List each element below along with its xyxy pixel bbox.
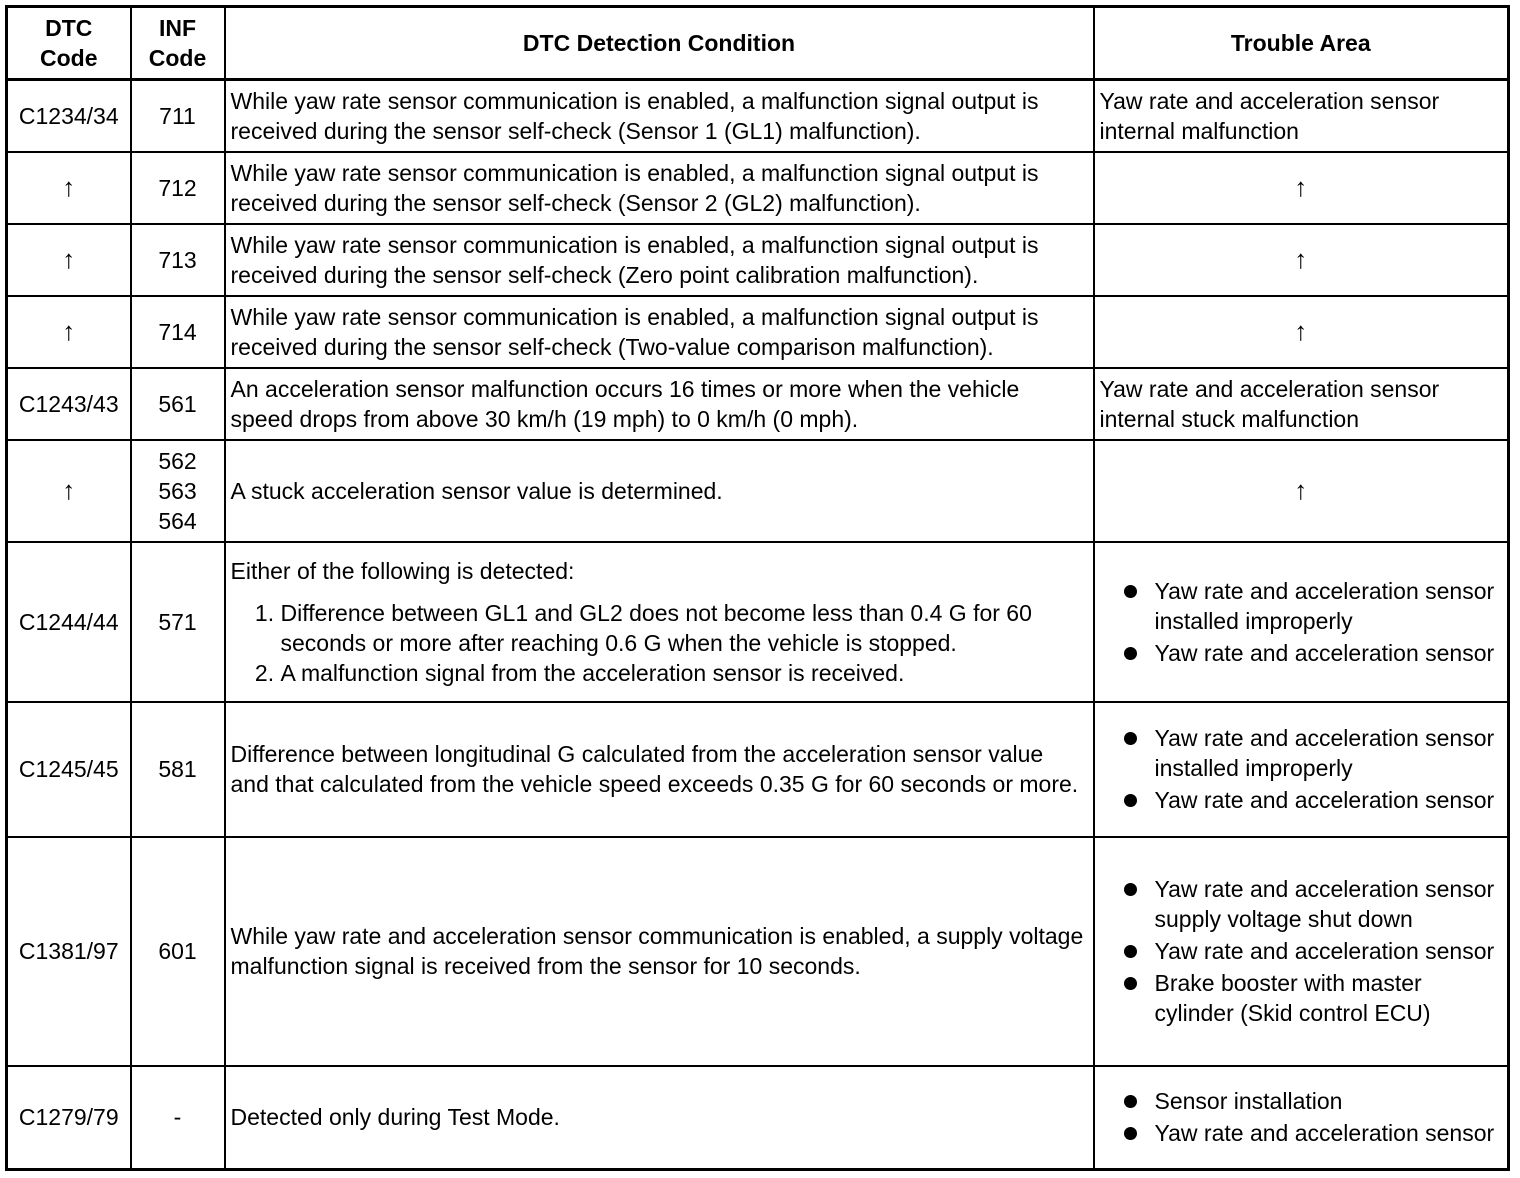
inf-code-cell: [131, 80, 225, 152]
table-row: [7, 542, 1509, 702]
inf-code-cell: [131, 542, 225, 702]
inf-code: 714: [158, 318, 197, 345]
header-inf-code: [131, 7, 225, 80]
condition-cell: Detected only during Test Mode.: [225, 1066, 1094, 1170]
same-as-above-arrow-icon: ↑: [62, 316, 76, 346]
dtc-code-cell: C1245/45: [7, 702, 131, 837]
inf-code-cell: [131, 440, 225, 542]
condition-intro: Either of the following is detected:: [230, 557, 575, 584]
table-row: [7, 837, 1509, 1066]
inf-code: 571: [158, 608, 197, 635]
condition-cell: [225, 542, 1094, 702]
inf-code: 561: [158, 390, 197, 417]
trouble-area-item: Yaw rate and acceleration sensor installed improperly: [1118, 576, 1503, 636]
trouble-area-item: Sensor installation: [1118, 1086, 1503, 1116]
same-as-above-arrow-icon: ↑: [1294, 244, 1308, 274]
table-row: [7, 702, 1509, 837]
header-inf-code-label: INF Code: [148, 15, 207, 71]
condition-list: [231, 598, 1088, 688]
condition-cell: A stuck acceleration sensor value is determined.: [225, 440, 1094, 542]
trouble-area-cell: [1094, 1066, 1509, 1170]
condition-cell: While yaw rate sensor communication is enabled, a malfunction signal output is received during the sensor self-check (Zero point calibration malfunction).: [225, 224, 1094, 296]
inf-code: 712: [158, 174, 197, 201]
trouble-area-item: Brake booster with master cylinder (Skid control ECU): [1118, 968, 1503, 1028]
table-row: [7, 152, 1509, 224]
dtc-code-cell: C1279/79: [7, 1066, 131, 1170]
inf-code-cell: [131, 296, 225, 368]
dtc-code-cell: [7, 224, 131, 296]
inf-code-cell: [131, 152, 225, 224]
inf-code: 601: [158, 938, 197, 964]
same-as-above-arrow-icon: ↑: [1294, 172, 1308, 202]
trouble-area-cell: [1094, 440, 1509, 542]
inf-code-cell: [131, 368, 225, 440]
header-condition: [225, 7, 1094, 80]
dtc-code-cell: C1243/43: [7, 368, 131, 440]
trouble-area-list: [1100, 874, 1503, 1028]
condition-cell: While yaw rate and acceleration sensor communication is enabled, a supply voltage malfunction signal is received from the sensor for 10 seconds.: [225, 837, 1094, 1066]
trouble-area-cell: Yaw rate and acceleration sensor internal malfunction: [1094, 80, 1509, 152]
dtc-code-cell: C1381/97: [7, 837, 131, 1066]
trouble-area-item: Yaw rate and acceleration sensor: [1118, 785, 1503, 815]
table-row: [7, 80, 1509, 152]
trouble-area-cell: [1094, 837, 1509, 1066]
trouble-area-cell: [1094, 702, 1509, 837]
inf-code: 563: [158, 477, 197, 504]
condition-list-item: 1. Difference between GL1 and GL2 does not become less than 0.4 G for 60 seconds or more after reaching 0.6 G when the vehicle is stopped.: [281, 598, 1088, 658]
dtc-table: [5, 5, 1510, 1171]
condition-cell: While yaw rate sensor communication is enabled, a malfunction signal output is received during the sensor self-check (Two-value comparison malfunction).: [225, 296, 1094, 368]
inf-code: 581: [158, 756, 197, 782]
condition-cell: An acceleration sensor malfunction occurs 16 times or more when the vehicle speed drops from above 30 km/h (19 mph) to 0 km/h (0 mph).: [225, 368, 1094, 440]
trouble-area-item: Yaw rate and acceleration sensor: [1118, 638, 1503, 668]
inf-code: 713: [158, 246, 197, 273]
inf-code-cell: [131, 837, 225, 1066]
trouble-area-cell: Yaw rate and acceleration sensor internal stuck malfunction: [1094, 368, 1509, 440]
trouble-area-cell: [1094, 296, 1509, 368]
header-trouble-area: [1094, 7, 1509, 80]
same-as-above-arrow-icon: ↑: [1294, 475, 1308, 505]
condition-cell: While yaw rate sensor communication is enabled, a malfunction signal output is received during the sensor self-check (Sensor 1 (GL1) malfunction).: [225, 80, 1094, 152]
header-dtc-code-label: DTC Code: [40, 15, 98, 71]
inf-code-cell: [131, 702, 225, 837]
dtc-code-cell: C1244/44: [7, 542, 131, 702]
header-condition-label: DTC Detection Condition: [522, 30, 796, 56]
same-as-above-arrow-icon: ↑: [62, 244, 76, 274]
condition-cell: While yaw rate sensor communication is enabled, a malfunction signal output is received during the sensor self-check (Sensor 2 (GL2) malfunction).: [225, 152, 1094, 224]
same-as-above-arrow-icon: ↑: [1294, 316, 1308, 346]
dtc-code-cell: C1234/34: [7, 80, 131, 152]
trouble-area-item: Yaw rate and acceleration sensor supply voltage shut down: [1118, 874, 1503, 934]
inf-code-cell: [131, 1066, 225, 1170]
header-trouble-area-label: Trouble Area: [1230, 30, 1371, 56]
condition-list-item: 2. A malfunction signal from the acceleration sensor is received.: [281, 658, 1088, 688]
inf-code: 564: [158, 507, 197, 534]
table-header-row: [7, 7, 1509, 80]
same-as-above-arrow-icon: ↑: [62, 172, 76, 202]
inf-code: 711: [159, 102, 196, 129]
trouble-area-item: Yaw rate and acceleration sensor: [1118, 936, 1503, 966]
condition-cell: Difference between longitudinal G calculated from the acceleration sensor value and that calculated from the vehicle speed exceeds 0.35 G for 60 seconds or more.: [225, 702, 1094, 837]
trouble-area-item: Yaw rate and acceleration sensor installed improperly: [1118, 723, 1503, 783]
trouble-area-cell: [1094, 152, 1509, 224]
dtc-code-cell: [7, 152, 131, 224]
table-row: [7, 440, 1509, 542]
inf-code: 562: [158, 447, 197, 474]
header-dtc-code: [7, 7, 131, 80]
trouble-area-item: Yaw rate and acceleration sensor: [1118, 1118, 1503, 1148]
trouble-area-cell: [1094, 224, 1509, 296]
trouble-area-cell: [1094, 542, 1509, 702]
table-row: [7, 296, 1509, 368]
trouble-area-list: [1100, 1086, 1503, 1148]
same-as-above-arrow-icon: ↑: [62, 475, 76, 505]
dtc-code-cell: [7, 296, 131, 368]
trouble-area-list: [1100, 723, 1503, 815]
table-row: [7, 224, 1509, 296]
inf-code-cell: [131, 224, 225, 296]
trouble-area-list: [1100, 576, 1503, 668]
table-row: [7, 368, 1509, 440]
dtc-code-cell: [7, 440, 131, 542]
table-row: [7, 1066, 1509, 1170]
inf-code: -: [173, 1104, 182, 1131]
